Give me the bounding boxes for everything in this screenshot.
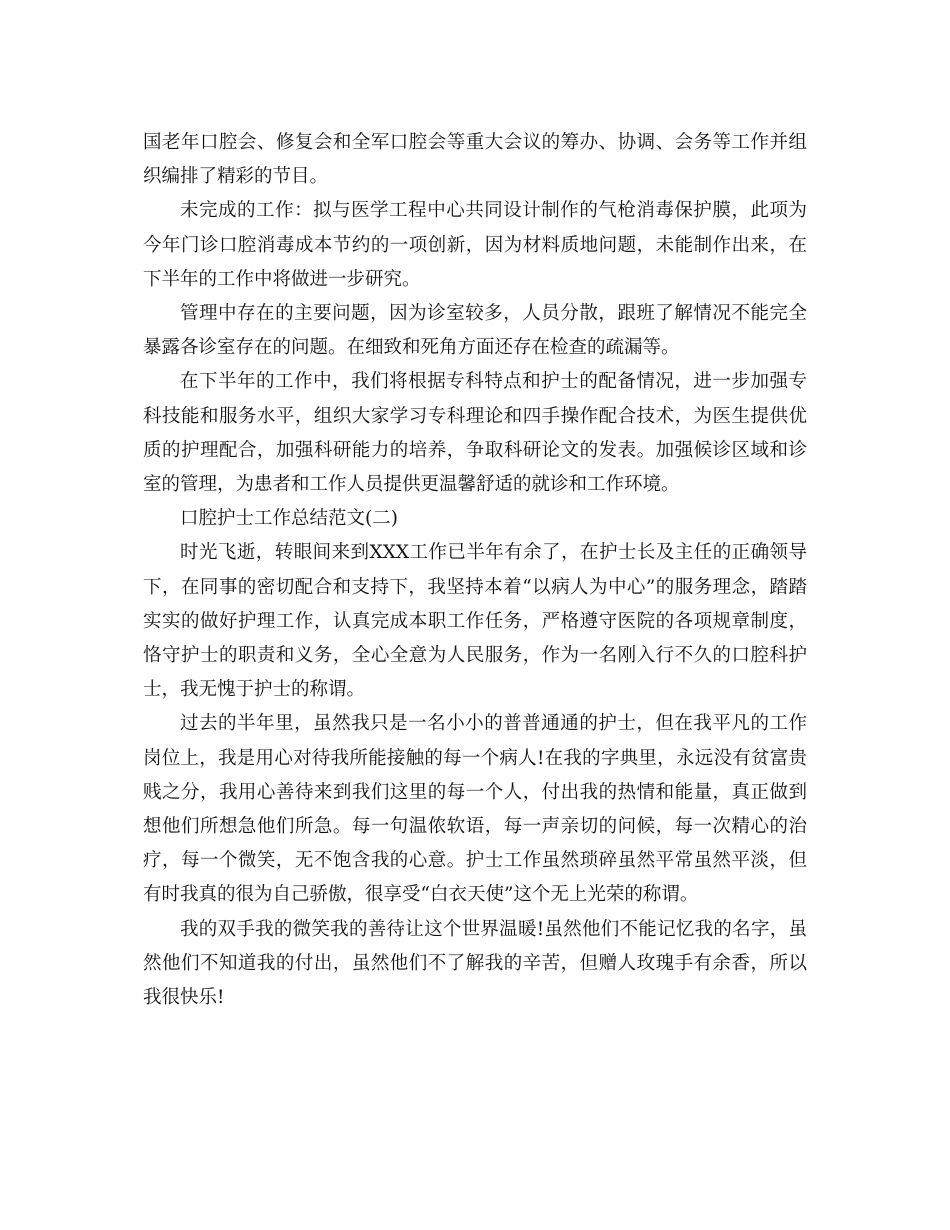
- paragraph-continued-meetings: 国老年口腔会、修复会和全军口腔会等重大会议的筹办、协调、会务等工作并组织编排了精彩的节目。: [143, 132, 807, 188]
- paragraph-time-flies: 时光飞逝，转眼间来到XXX工作已半年有余了，在护士长及主任的正确领导下，在同事的密切配合和支持下，我坚持本着“以病人为中心”的服务理念，踏踏实实的做好护理工作，认真完成本职工作任务，严格遵守医院的各项规章制度，恪守护士的职责和义务，全心全意为人民服务，作为一名刚入行不久的口腔科护士，我无愧于护士的称谓。: [143, 542, 807, 701]
- paragraph-past-half-year: 过去的半年里，虽然我只是一名小小的普普通通的护士，但在我平凡的工作岗位上，我是用心对待我所能接触的每一个病人!在我的字典里，永远没有贫富贵贱之分，我用心善待来到我们这里的每一个人，付出我的热情和能量，真正做到想他们所想急他们所急。每一句温侬软语，每一声亲切的问候，每一次精心的治疗，每一个微笑，无不饱含我的心意。护士工作虽然琐碎虽然平常虽然平淡，但有时我真的很为自己骄傲，很享受“白衣天使”这个无上光荣的称谓。: [143, 713, 808, 906]
- paragraph-unfinished-work: 未完成的工作：拟与医学工程中心共同设计制作的气枪消毒保护膜，此项为今年门诊口腔消毒成本节约的一项创新，因为材料质地问题，未能制作出来，在下半年的工作中将做进一步研究。: [143, 200, 807, 290]
- paragraph-second-half-plan: 在下半年的工作中，我们将根据专科特点和护士的配备情况，进一步加强专科技能和服务水平，组织大家学习专科理论和四手操作配合技术，为医生提供优质的护理配合，加强科研能力的培养，争取科研论文的发表。加强候诊区域和诊室的管理，为患者和工作人员提供更温馨舒适的就诊和工作环境。: [143, 371, 807, 496]
- document-body: [143, 126, 807, 1015]
- paragraph-closing: 我的双手我的微笑我的善待让这个世界温暖!虽然他们不能记忆我的名字，虽然他们不知道我的付出，虽然他们不了解我的辛苦，但赠人玫瑰手有余香，所以我很快乐!: [143, 918, 807, 1009]
- section-heading: 口腔护士工作总结范文(二): [180, 508, 398, 530]
- paragraph-management-issues: 管理中存在的主要问题，因为诊室较多，人员分散，跟班了解情况不能完全暴露各诊室存在的问题。在细致和死角方面还存在检查的疏漏等。: [143, 303, 807, 359]
